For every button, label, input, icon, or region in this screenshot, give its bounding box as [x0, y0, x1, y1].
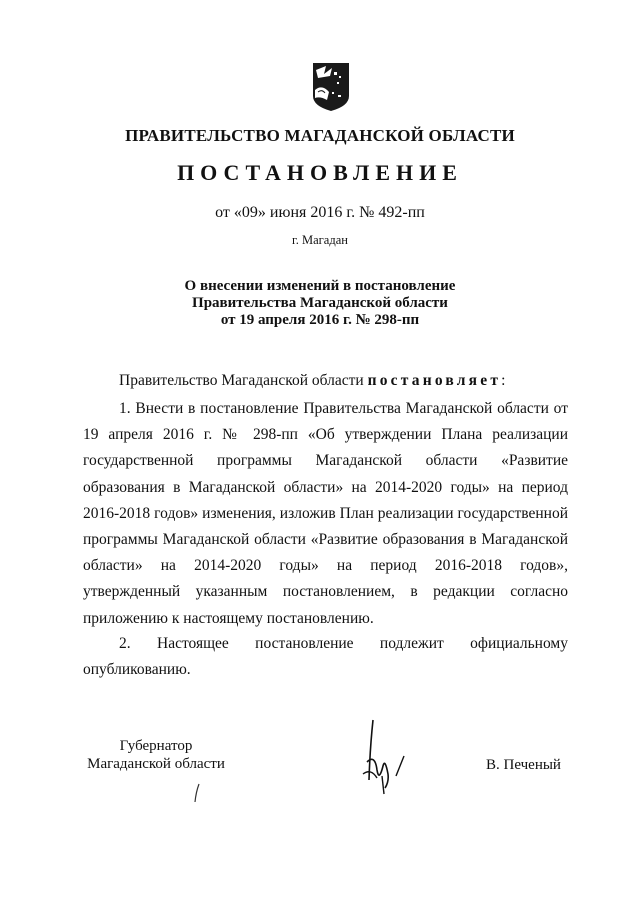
- signatory-role-line-2: Магаданской области: [87, 756, 225, 772]
- preamble-emphasis: постановляет: [367, 372, 502, 389]
- coat-of-arms-icon: [312, 62, 350, 112]
- preamble-tail: :: [501, 372, 506, 389]
- preamble-lead: Правительство Магаданской области: [119, 372, 368, 389]
- subject-line-3: от 19 апреля 2016 г. № 298-пп: [220, 312, 420, 328]
- subject-line-2: Правительства Магаданской области: [192, 295, 448, 311]
- document-city: г. Магадан: [292, 233, 348, 247]
- signatory-name: В. Печеный: [486, 757, 561, 773]
- signatory-role: [86, 737, 226, 773]
- handwritten-signature: [355, 718, 415, 800]
- government-title: ПРАВИТЕЛЬСТВО МАГАДАНСКОЙ ОБЛАСТИ: [125, 126, 515, 145]
- document-date-number: от «09» июня 2016 г. № 492-пп: [215, 204, 425, 221]
- subject-line-1: О внесении изменений в постановление: [184, 278, 456, 294]
- document-type-heading: ПОСТАНОВЛЕНИЕ: [177, 160, 463, 185]
- paragraph-2: 2. Настоящее постановление подлежит официальному опубликованию.: [83, 635, 568, 679]
- paragraph-1: 1. Внести в постановление Правительства Магаданской области от 19 апреля 2016 г. № 298-пп «Об утверждении Плана реализации государственной программы Магаданской области «Развитие образования в Магаданской области» на 2014-2020 годы» на период 2016-2018 годов» изменения, изложив План реализации государственной программы Магаданской области «Развитие образования в Магаданской области» на 2014-2020 годы» на период 2016-2018 годов», утвержденный указанным постановлением, в редакции согласно приложению к настоящему постановлению.: [83, 400, 568, 627]
- signatory-role-line-1: Губернатор: [119, 738, 193, 754]
- stray-pen-mark: [192, 782, 202, 804]
- document-subject: [0, 278, 640, 329]
- preamble: [119, 372, 505, 390]
